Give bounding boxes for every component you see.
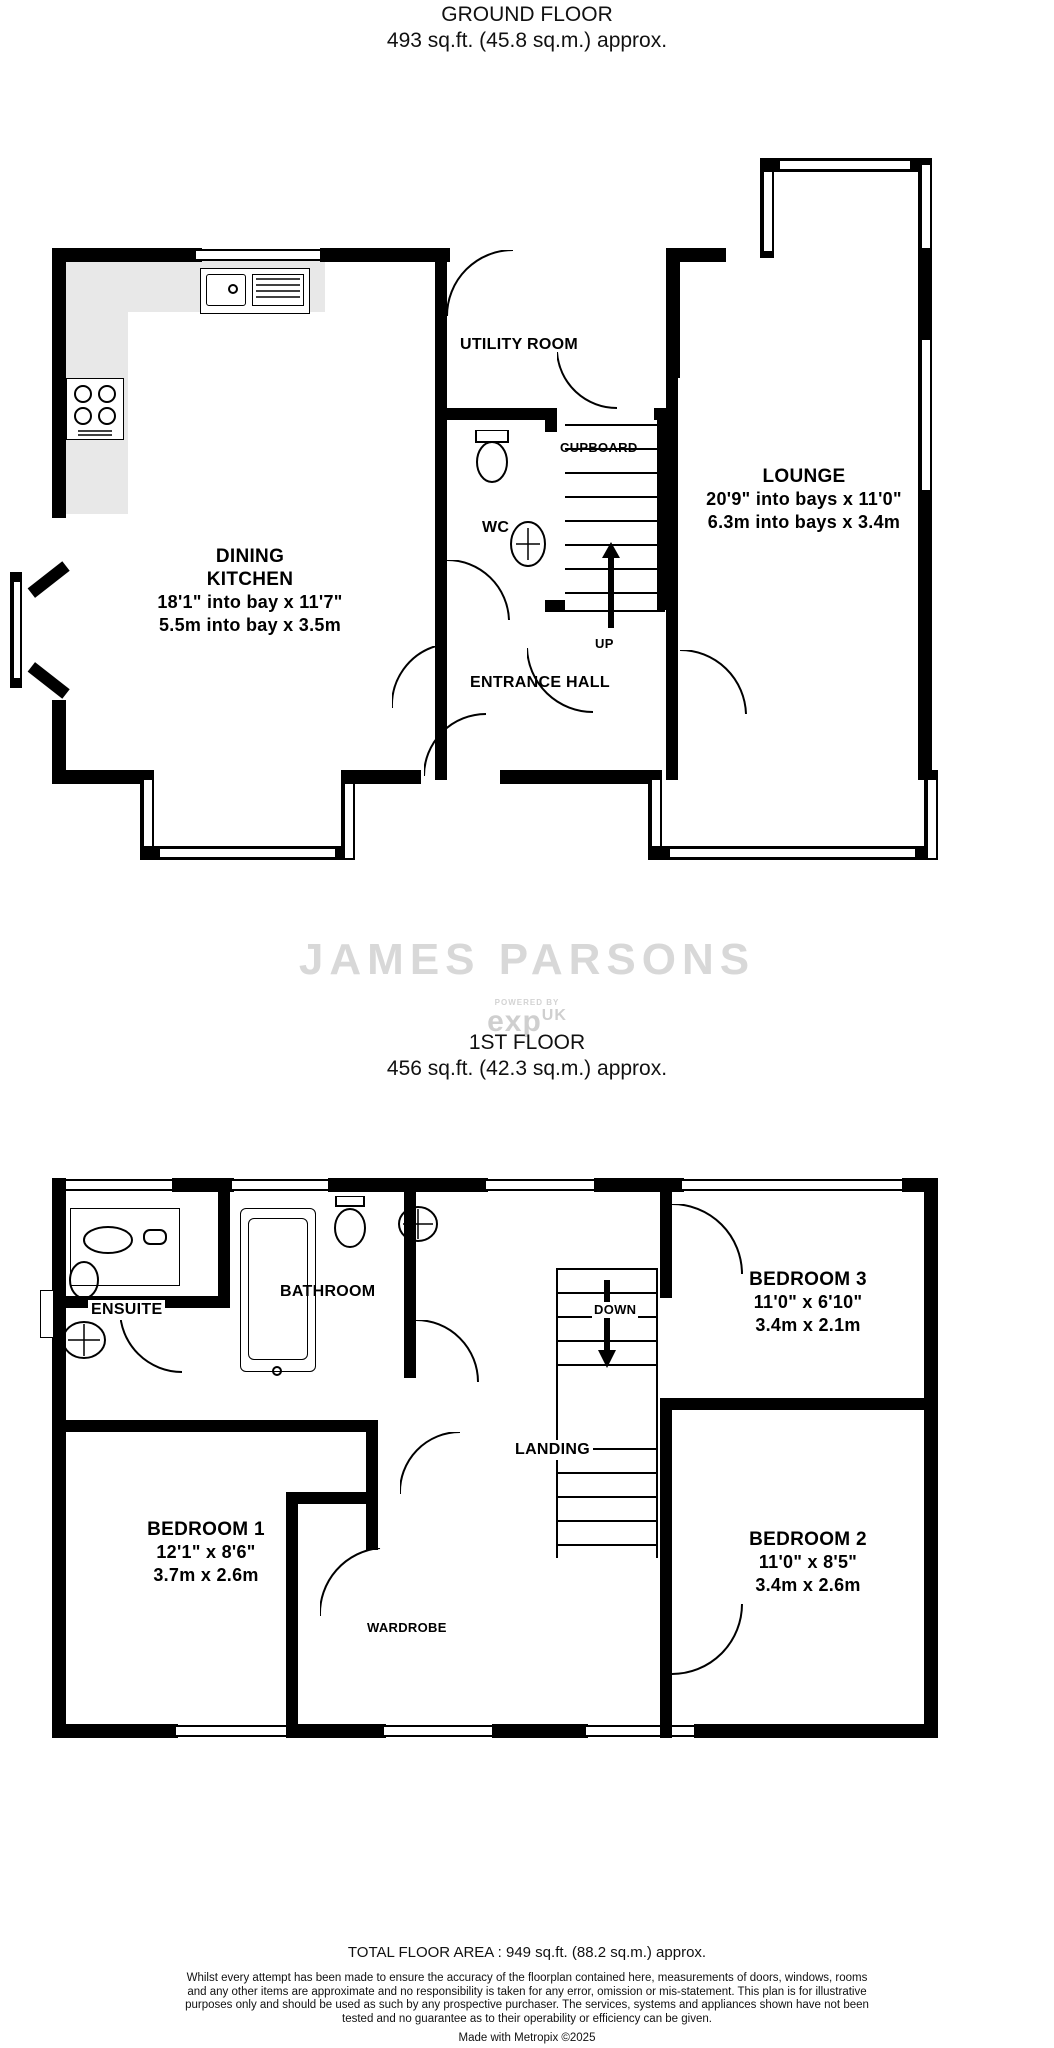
watermark-exp-text: exp	[487, 1005, 542, 1038]
bedroom1-dim-imperial: 12'1" x 8'6"	[156, 1542, 256, 1562]
ensuite-left-projection	[40, 1290, 54, 1338]
made-with-metropix: Made with Metropix ©2025	[458, 2032, 596, 2044]
dining-kitchen-label-line2: KITCHEN	[206, 569, 294, 590]
stair-tread	[565, 424, 657, 426]
wc-label: WC	[482, 519, 510, 536]
first-wall-right	[924, 1178, 938, 1738]
bedroom2-dim-metric: 3.4m x 2.6m	[755, 1575, 861, 1595]
bedroom3-dim-imperial: 11'0" x 6'10"	[753, 1292, 863, 1312]
door-swing-wc	[447, 560, 527, 630]
ensuite-basin-icon	[60, 1318, 108, 1362]
dining-kitchen-dim-imperial: 18'1" into bay x 11'7"	[157, 592, 343, 612]
first-wall-bottom-seg1	[286, 1724, 386, 1738]
stairs-down-label: DOWN	[594, 1302, 637, 1317]
ground-wall-bottom-mid	[341, 770, 421, 784]
first-window-bottom-3	[586, 1725, 696, 1737]
stair-tread	[565, 520, 657, 522]
bedroom3-block	[680, 1268, 936, 1337]
utility-room-label: UTILITY ROOM	[460, 336, 578, 353]
ensuite-label: ENSUITE	[88, 1300, 165, 1320]
wc-partition	[435, 408, 447, 568]
ground-window-kitchen-top	[196, 249, 326, 261]
first-wall-bottom-left	[52, 1724, 178, 1738]
door-swing-kitchen-hall	[392, 646, 482, 712]
door-swing-ensuite	[120, 1310, 190, 1382]
bedroom1-dim-metric: 3.7m x 2.6m	[153, 1565, 259, 1585]
kitchen-drainer-lines-icon	[252, 274, 304, 306]
first-window-bottom-1	[176, 1725, 288, 1737]
watermark-powered-by: POWERED BY	[494, 998, 560, 1007]
dining-kitchen-dim-metric: 5.5m into bay x 3.5m	[158, 615, 342, 635]
watermark-exp-suffix: UK	[541, 1007, 567, 1024]
first-window-bottom-2	[384, 1725, 494, 1737]
entrance-hall-label: ENTRANCE HALL	[470, 674, 610, 691]
door-swing-bedroom2	[672, 1604, 752, 1678]
hall-lounge-partition	[666, 378, 678, 780]
lounge-dim-metric: 6.3m into bays x 3.4m	[707, 512, 901, 532]
door-swing-utility-2	[557, 352, 637, 422]
first-floor-title	[0, 1030, 1054, 1082]
bedroom2-label: BEDROOM 2	[749, 1529, 867, 1550]
ground-wall-left	[52, 248, 66, 518]
ground-wall-hall-top	[666, 248, 680, 378]
bedroom1-partition	[66, 1420, 366, 1432]
landing-stair-tread	[558, 1544, 656, 1546]
lounge-front-bay-window-right	[926, 780, 938, 858]
landing-right-wall	[660, 1178, 672, 1298]
wardrobe-partition-horz	[286, 1492, 378, 1504]
stair-tread	[565, 496, 657, 498]
ground-floor-title-line1: GROUND FLOOR	[441, 3, 613, 26]
landing-stair-outline-left	[556, 1268, 558, 1558]
landing-stair-tread	[558, 1472, 656, 1474]
first-window-top-3	[486, 1179, 596, 1191]
bedroom2-3-divider	[660, 1398, 938, 1410]
stairs-up-label: UP	[595, 636, 614, 651]
kitchen-bay-bottom	[28, 662, 70, 699]
door-swing-bedroom1	[400, 1432, 480, 1498]
wc-toilet-icon	[470, 430, 514, 492]
bathroom-label: BATHROOM	[280, 1283, 376, 1300]
ground-floor-title	[0, 2, 1054, 54]
kitchen-hall-partition	[435, 248, 447, 420]
bedroom1-partition-right	[366, 1420, 378, 1550]
bedroom1-label: BEDROOM 1	[147, 1519, 265, 1540]
ground-wall-bottom-left	[52, 770, 152, 784]
lounge-label: LOUNGE	[762, 466, 846, 487]
ground-floor-title-line2: 493 sq.ft. (45.8 sq.m.) approx.	[386, 29, 668, 52]
bedroom1-block	[66, 1518, 346, 1587]
landing-right-wall-lower	[660, 1398, 672, 1738]
first-wall-bottom-seg3	[694, 1724, 938, 1738]
front-bay-window-right	[343, 780, 355, 858]
ground-wall-top-mid	[320, 248, 450, 262]
landing-stair-tread	[558, 1520, 656, 1522]
lounge-bay-window-top	[780, 159, 910, 171]
cupboard-label: CUPBOARD	[560, 440, 638, 455]
disclaimer-text: Whilst every attempt has been made to ensure the accuracy of the floorplan contained here, measurements of doors, windows, rooms and any other items are approximate and no responsibility is taken for any error, omission or mis-statement. This plan is for illustrative purposes only and should be used as such by any prospective purchaser. The services, systems and appliances shown have not been tested and no guarantee as to their operability or efficiency can be given.	[185, 1972, 869, 2025]
landing-stair-tread	[558, 1268, 656, 1270]
first-window-top-2	[232, 1179, 330, 1191]
ground-wall-bottom-mid2	[500, 770, 660, 784]
bedroom2-block	[680, 1528, 936, 1597]
bathroom-toilet-icon	[328, 1196, 372, 1254]
stair-tread	[565, 472, 657, 474]
total-floor-area: TOTAL FLOOR AREA : 949 sq.ft. (88.2 sq.m.) approx.	[347, 1944, 707, 1961]
hob-rings-icon	[66, 378, 124, 440]
lounge-front-bay-window-bottom	[670, 847, 915, 859]
bedroom3-dim-metric: 3.4m x 2.1m	[755, 1315, 861, 1335]
door-swing-entrance	[424, 712, 510, 782]
landing-label: LANDING	[512, 1440, 593, 1460]
kitchen-bay-window	[12, 582, 22, 678]
door-swing-bedroom3	[672, 1204, 752, 1278]
front-bay-window-bottom	[160, 847, 335, 859]
cupboard-partition	[545, 408, 557, 432]
first-wall-top-seg3	[378, 1178, 488, 1192]
lounge-dim-imperial: 20'9" into bays x 11'0"	[706, 489, 902, 509]
first-wall-top-seg2	[328, 1178, 378, 1192]
stairs-down-arrow	[595, 1280, 619, 1370]
door-swing-lounge	[680, 650, 770, 720]
bedroom3-label: BEDROOM 3	[749, 1269, 867, 1290]
door-swing-bathroom	[416, 1320, 496, 1386]
bathroom-bath-tap-icon	[268, 1362, 286, 1380]
lounge-bay-window-left	[762, 165, 774, 251]
bathroom-basin-icon	[396, 1202, 440, 1246]
lounge-block	[672, 465, 936, 534]
dining-kitchen-label-line1: DINING	[215, 546, 285, 567]
ensuite-toilet-icon	[64, 1256, 104, 1304]
ground-wall-top-left	[52, 248, 202, 262]
first-window-top-1	[62, 1179, 174, 1191]
kitchen-sink-tap-icon	[222, 278, 244, 300]
dining-kitchen-block	[60, 545, 440, 637]
first-window-top-4	[682, 1179, 904, 1191]
first-wall-bottom-seg2	[492, 1724, 588, 1738]
ensuite-partition-vert	[218, 1178, 230, 1308]
landing-stair-outline-right	[656, 1268, 658, 1558]
door-swing-utility	[447, 250, 537, 320]
wardrobe-label: WARDROBE	[367, 1620, 447, 1635]
bedroom2-dim-imperial: 11'0" x 8'5"	[758, 1552, 858, 1572]
stairs-up-arrow	[600, 540, 622, 630]
first-floor-title-line2: 456 sq.ft. (42.3 sq.m.) approx.	[386, 1057, 668, 1080]
utility-partition	[435, 408, 545, 420]
watermark-brand: JAMES PARSONS	[298, 935, 756, 984]
lounge-bay-window-right	[920, 165, 932, 251]
landing-stair-tread	[558, 1496, 656, 1498]
first-floor-title-line1: 1ST FLOOR	[468, 1031, 586, 1054]
